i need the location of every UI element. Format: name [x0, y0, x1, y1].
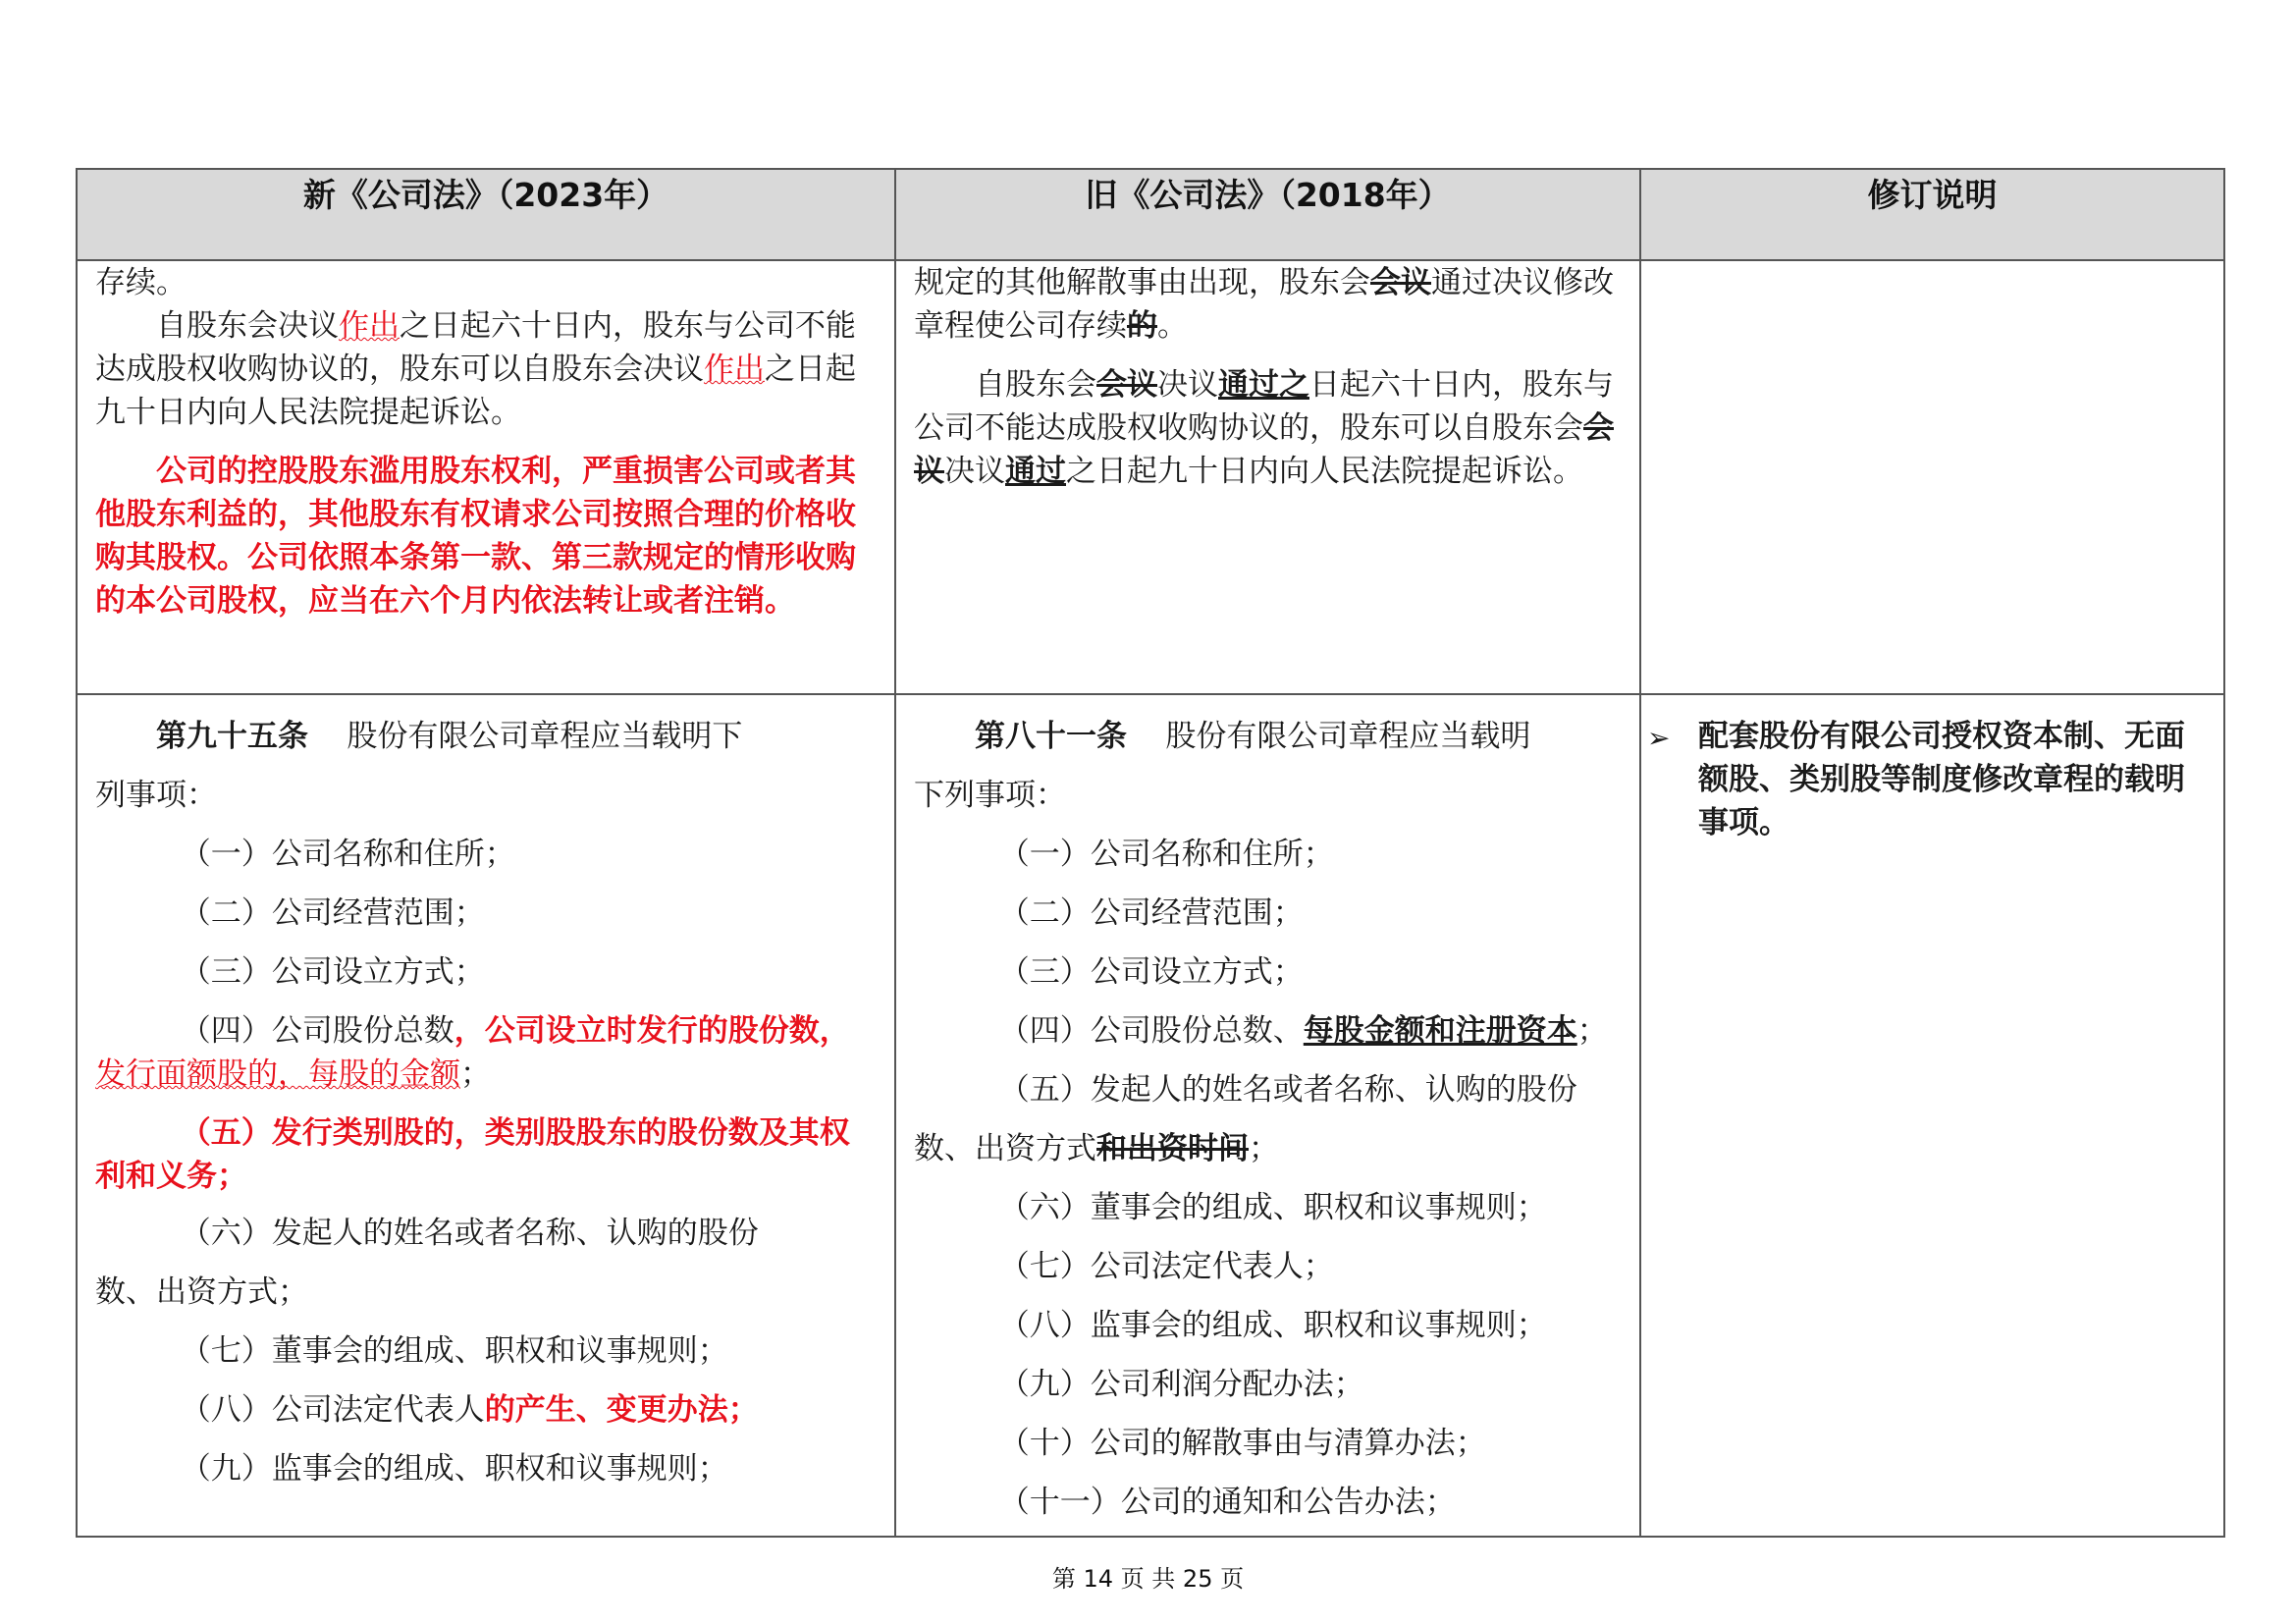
row1-new-p3: 公司的控股股东滥用股东权利，严重损害公司或者其他股东利益的，其他股东有权请求公司按照合理的价格收购其股权。公司依照本条第一款、第三款规定的情形收购的本公司股权，应当在六个月内依法转让或者注销。 — [95, 454, 856, 619]
row2-new-item6a: （六）发起人的姓名或者名称、认购的股份 — [180, 1216, 759, 1251]
row2-new-item5: （五）发行类别股的，类别股股东的股份数及其权利和义务； — [95, 1115, 850, 1194]
row1-new-cell — [77, 260, 895, 694]
header-revision-note: 修订说明 — [1640, 169, 2224, 260]
row2-old-item1: （一）公司名称和住所； — [998, 837, 1334, 872]
row2-new-item8: （八）公司法定代表人的产生、变更办法； — [180, 1392, 759, 1428]
row2-new-item1: （一）公司名称和住所； — [180, 837, 515, 872]
row2-old-item6: （六）董事会的组成、职权和议事规则； — [998, 1190, 1547, 1225]
row2-old-item9: （九）公司利润分配办法； — [998, 1367, 1364, 1402]
row2-new-item9: （九）监事会的组成、职权和议事规则； — [180, 1451, 728, 1487]
row2-old-item11: （十一）公司的通知和公告办法； — [998, 1485, 1456, 1520]
header-new-law: 新《公司法》（2023年） — [77, 169, 895, 260]
row2-old-item5a: （五）发起人的姓名或者名称、认购的股份 — [998, 1072, 1577, 1108]
row1-new-p1: 存续。 — [95, 265, 187, 300]
row2-old-item10: （十）公司的解散事由与清算办法； — [998, 1426, 1486, 1461]
row2-new-item3: （三）公司设立方式； — [180, 954, 485, 990]
row2-old-item3: （三）公司设立方式； — [998, 954, 1304, 990]
row2-old-intro: 第八十一条 股份有限公司章程应当载明 — [975, 719, 1531, 754]
row2-old-item5b: 数、出资方式和出资时间； — [914, 1131, 1279, 1166]
comparison-table — [76, 168, 2225, 1538]
row2-new-intro: 第九十五条 股份有限公司章程应当载明下 — [156, 719, 743, 754]
header-old-law: 旧《公司法》（2018年） — [895, 169, 1640, 260]
row2-old-item7: （七）公司法定代表人； — [998, 1249, 1334, 1284]
row2-new-item7: （七）董事会的组成、职权和议事规则； — [180, 1333, 728, 1369]
revision-note-text: 配套股份有限公司授权资本制、无面额股、类别股等制度修改章程的载明事项。 — [1698, 719, 2185, 840]
row1-new-p2: 自股东会决议作出之日起六十日内，股东与公司不能达成股权收购协议的，股东可以自股东会决议作出之日起九十日内向人民法院提起诉讼。 — [95, 308, 856, 430]
row2-note-cell — [1640, 694, 2224, 1537]
row2-new-cell — [77, 694, 895, 1537]
row2-old-item2: （二）公司经营范围； — [998, 895, 1304, 931]
row2-new-item4: （四）公司股份总数，公司设立时发行的股份数，发行面额股的，每股的金额； — [95, 1013, 850, 1092]
page-footer: 第 14 页 共 25 页 — [1051, 1565, 1245, 1593]
row2-new-intro2: 列事项： — [95, 778, 217, 813]
row1-note-cell — [1640, 260, 2224, 694]
row2-new-item2: （二）公司经营范围； — [180, 895, 485, 931]
row2-old-item8: （八）监事会的组成、职权和议事规则； — [998, 1308, 1547, 1343]
row1-old-p2: 自股东会会议决议通过之日起六十日内，股东与公司不能达成股权收购协议的，股东可以自股东会会议决议通过之日起九十日内向人民法院提起诉讼。 — [914, 367, 1614, 489]
row2-old-item4: （四）公司股份总数、每股金额和注册资本； — [998, 1013, 1608, 1049]
row2-new-item6b: 数、出资方式； — [95, 1274, 308, 1310]
row1-old-cell — [895, 260, 1640, 694]
row1-old-p1: 规定的其他解散事由出现，股东会会议通过决议修改章程使公司存续的。 — [914, 265, 1614, 344]
row2-old-intro2: 下列事项： — [914, 778, 1066, 813]
arrow-bullet-icon: ➢ — [1647, 722, 1671, 754]
revision-note — [1641, 695, 2223, 844]
row2-old-cell — [895, 694, 1640, 1537]
